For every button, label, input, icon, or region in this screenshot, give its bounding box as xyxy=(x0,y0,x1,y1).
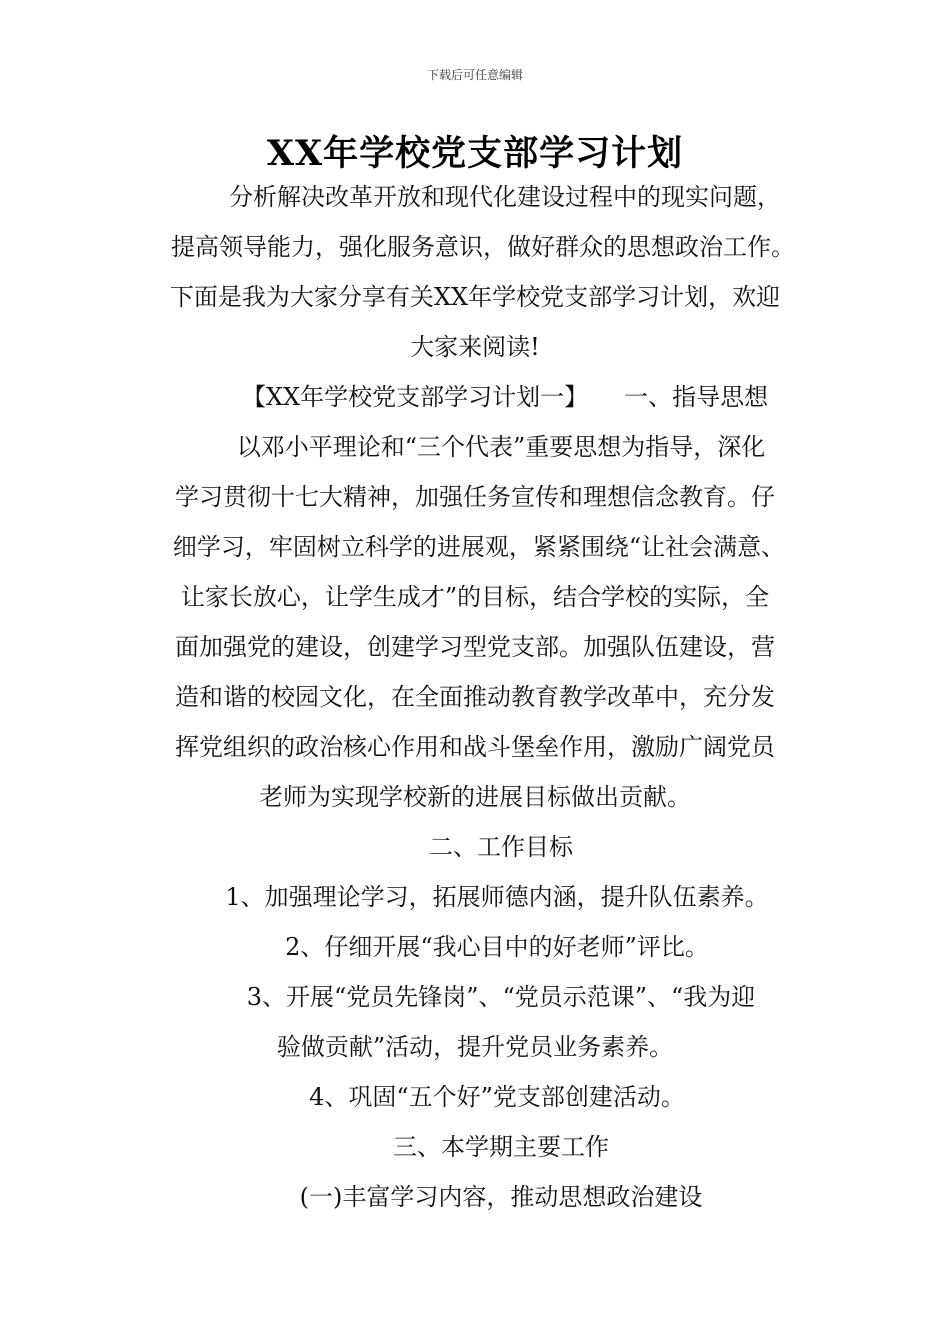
body-line: 细学习，牢固树立科学的进展观，紧紧围绕“让社会满意、 xyxy=(172,533,786,561)
body-line: 2、仔细开展“我心目中的好老师”评比。 xyxy=(285,933,709,961)
section-heading: 二、工作目标 xyxy=(429,833,573,861)
section-heading: 三、本学期主要工作 xyxy=(393,1133,609,1161)
body-line: 提高领导能力，强化服务意识，做好群众的思想政治工作。 xyxy=(171,233,795,261)
body-line: 1、加强理论学习，拓展师德内涵，提升队伍素养。 xyxy=(225,883,769,911)
body-line: 分析解决改革开放和现代化建设过程中的现实问题， xyxy=(229,183,781,211)
header-note: 下载后可任意编辑 xyxy=(426,68,523,82)
body-line: 3、开展“党员先锋岗”、“党员示范课”、“我为迎 xyxy=(246,983,756,1011)
body-line: 下面是我为大家分享有关XX年学校党支部学习计划，欢迎 xyxy=(169,283,781,311)
body-line: 造和谐的校园文化，在全面推动教育教学改革中，充分发 xyxy=(175,683,775,711)
subsection-heading: (一)丰富学习内容，推动思想政治建设 xyxy=(299,1183,703,1211)
body-line: 大家来阅读! xyxy=(410,333,540,361)
body-line: 验做贡献”活动，提升党员业务素养。 xyxy=(276,1033,674,1061)
body-line: 面加强党的建设，创建学习型党支部。加强队伍建设，营 xyxy=(175,633,775,661)
body-line: 【XX年学校党支部学习计划一】 一、指导思想 xyxy=(241,383,769,411)
body-line: 让家长放心，让学生成才”的目标，结合学校的实际，全 xyxy=(180,583,770,611)
body-line: 学习贯彻十七大精神，加强任务宣传和理想信念教育。仔 xyxy=(175,483,775,511)
body-line: 挥党组织的政治核心作用和战斗堡垒作用，激励广阔党员 xyxy=(175,733,775,761)
document-title: XX年学校党支部学习计划 xyxy=(266,133,684,174)
body-line: 4、巩固“五个好”党支部创建活动。 xyxy=(309,1083,685,1111)
body-line: 老师为实现学校新的进展目标做出贡献。 xyxy=(259,783,691,811)
body-line: 以邓小平理论和“三个代表”重要思想为指导，深化 xyxy=(236,433,766,461)
